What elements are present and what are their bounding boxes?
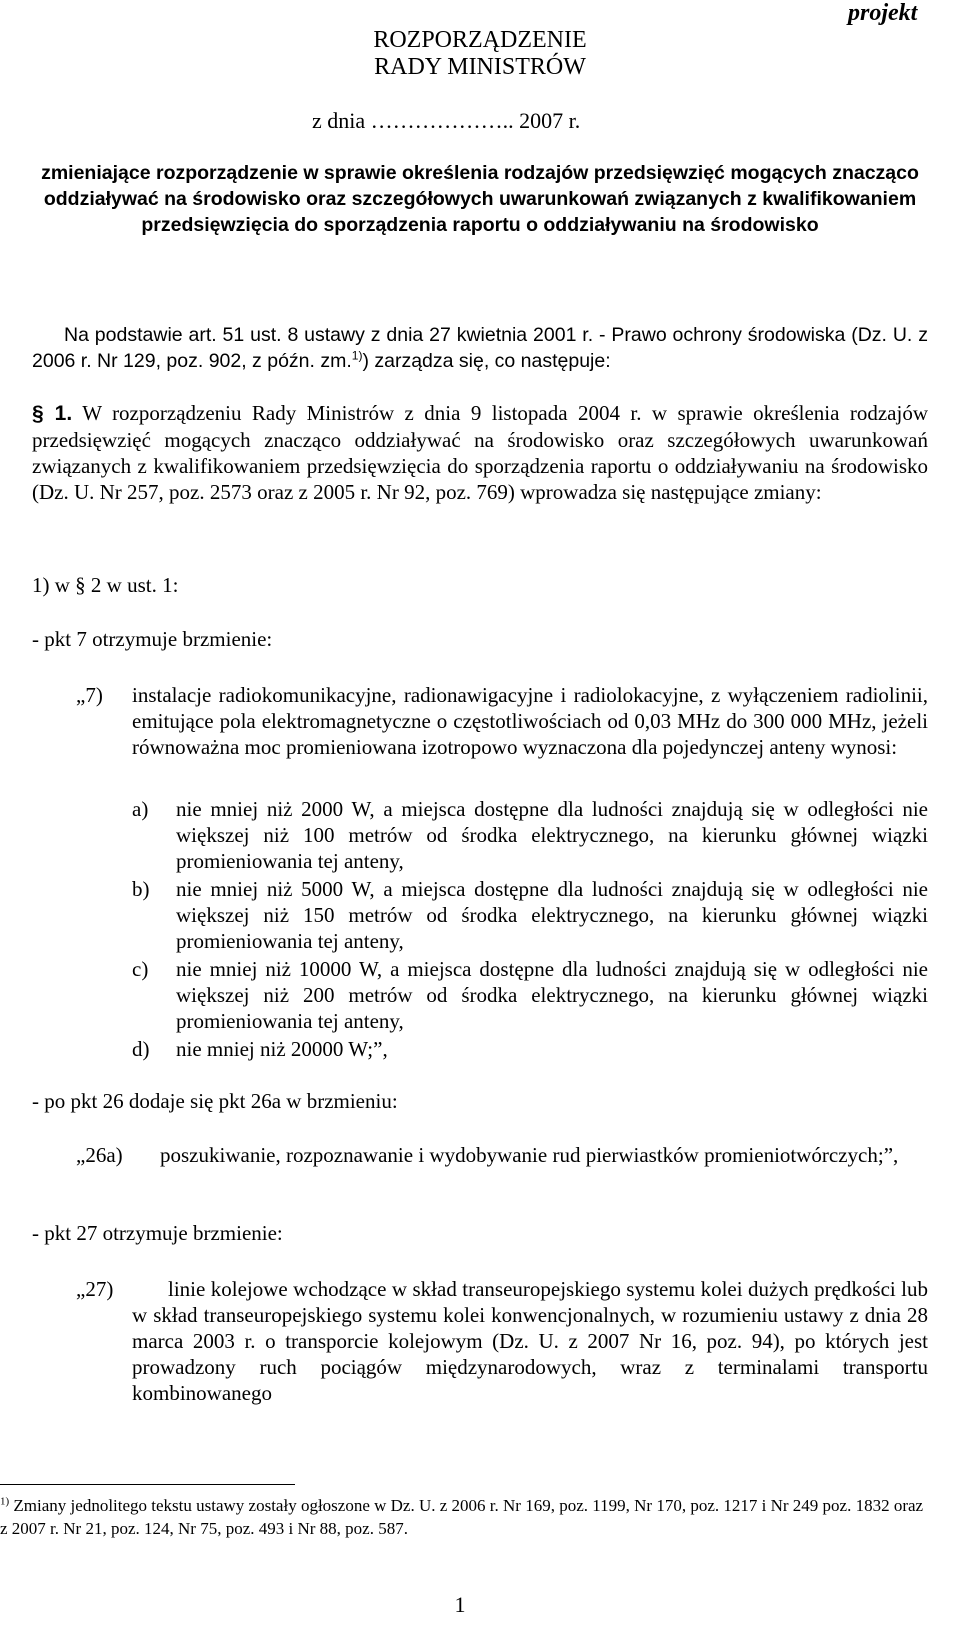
section-mark: § 1. [32,402,73,425]
document-subject: zmieniające rozporządzenie w sprawie określenia rodzajów przedsięwzięć mogących znacząco oddziaływać na środowisko oraz szczegółowych uwarunkowań związanych z kwalifikowaniem przedsięwzięcia do sporządzenia raportu o oddziaływaniu na środowisko [41,162,919,236]
subitem-text: nie mniej niż 10000 W, a miejsca dostępne dla ludności znajdują się w odległości nie większej niż 200 metrów od środka elektrycznego, na kierunku głównej wiązki promieniowania tej anteny, [176,957,928,1033]
change-2-label: „26a) [76,1143,123,1167]
footnote-separator [0,1484,295,1485]
footnote-reference: 1) [351,348,363,363]
subitem-text: nie mniej niż 2000 W, a miejsca dostępne dla ludności znajdują się w odległości nie większej niż 100 metrów od środka elektrycznego, na kierunku głównej wiązki promieniowania tej anteny, [176,797,928,873]
subitem-label: b) [132,877,150,901]
section-1-text: W rozporządzeniu Rady Ministrów z dnia 9 listopada 2004 r. w sprawie określenia rodzajów przedsięwzięć mogących znacząco oddziaływać na środowisko oraz szczegółowych uwarunkowań związanych z kwalifikowaniem przedsięwzięcia do sporządzenia raportu o oddziaływaniu na środowisko (Dz. U. Nr 257, poz. 2573 oraz z 2005 r. Nr 92, poz. 769) wprowadza się następujące zmiany: [32,401,928,504]
change-3-body: linie kolejowe wchodzące w skład transeuropejskiego systemu kolei dużych prędkości lub w skład transeuropejskiego systemu kolei konwencjonalnych, w rozumieniu ustawy z dnia 28 marca 2003 r. o transporcie kolejowym (Dz. U. z 2007 Nr 16, poz. 94), po których jest prowadzony ruch pociągów międzynarodowych, wraz z terminalami transportu kombinowanego [132,1277,928,1405]
subitem-text: nie mniej niż 5000 W, a miejsca dostępne dla ludności znajdują się w odległości nie większej niż 150 metrów od środka elektrycznego, na kierunku głównej wiązki promieniowania tej anteny, [176,877,928,953]
preamble-text-1: Na podstawie art. 51 ust. 8 ustawy z dnia 27 kwietnia 2001 r. - Prawo ochrony środowiska (Dz. U. z 2006 r. Nr 129, poz. 902, z późn. zm. [32,324,928,372]
change-1-body: instalacje radiokomunikacyjne, radionawigacyjne i radiolokacyjne, z wyłączeniem radiolinii, emitujące pola elektromagnetyczne o częstotliwościach od 0,03 MHz do 300 000 MHz, jeżeli równoważna moc promieniowana izotropowo wyznaczona dla pojedynczej anteny wynosi: [132,683,928,759]
draft-status-label: projekt [848,0,918,26]
change-3-intro: - pkt 27 otrzymuje brzmienie: [32,1221,283,1245]
change-2-intro: - po pkt 26 dodaje się pkt 26a w brzmieniu: [32,1089,398,1113]
document-date: z dnia ……………….. 2007 r. [312,108,581,133]
document-title-line1: ROZPORZĄDZENIE [373,27,587,53]
change-2-body: poszukiwanie, rozpoznawanie i wydobywanie rud pierwiastków promieniotwórczych;”, [160,1143,899,1167]
subitem-label: d) [132,1037,150,1061]
subitem-label: a) [132,797,149,821]
preamble [32,322,928,374]
footnote [0,1494,930,1540]
page-number: 1 [454,1592,466,1617]
subitem-label: c) [132,957,149,981]
preamble-text-2: ) zarządza się, co następuje: [362,350,611,372]
change-1-intro: - pkt 7 otrzymuje brzmienie: [32,627,273,651]
footnote-text: Zmiany jednolitego tekstu ustawy zostały ogłoszone w Dz. U. z 2006 r. Nr 169, poz. 1199, Nr 170, poz. 1217 i Nr 249 poz. 1832 oraz z 2007 r. Nr 21, poz. 124, Nr 75, poz. 493 i Nr 88, poz. 587. [0,1496,924,1538]
change-3-label: „27) [76,1277,114,1301]
amendment-item-1: 1) w § 2 w ust. 1: [32,573,179,597]
change-1-label: „7) [76,683,103,707]
document-title-line2: RADY MINISTRÓW [374,54,586,80]
section-1 [32,400,928,505]
subitem-text: nie mniej niż 20000 W;”, [176,1037,388,1061]
footnote-mark: 1) [0,1495,10,1508]
